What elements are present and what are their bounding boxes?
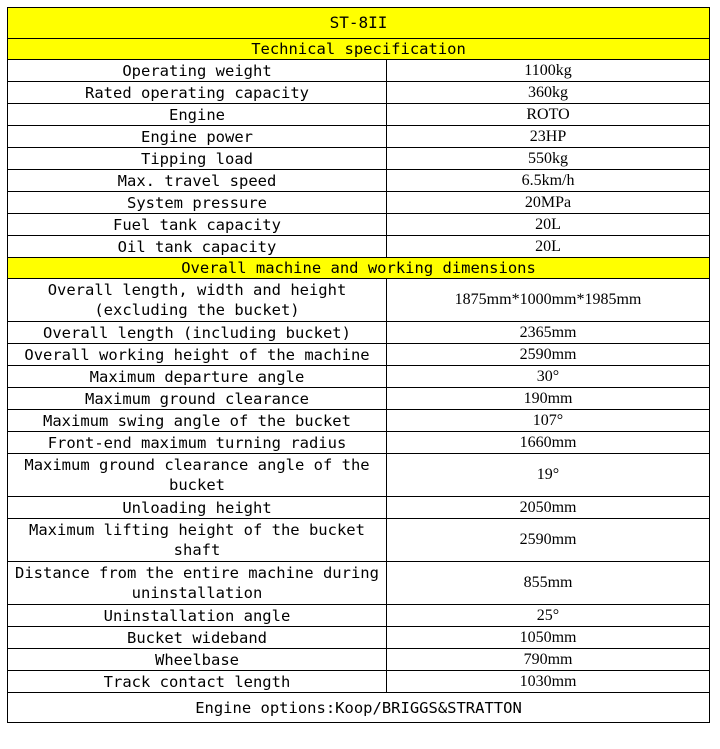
spec-row [8,388,710,410]
spec-row [8,322,710,344]
spec-label: Max. travel speed [8,170,387,192]
spec-row [8,60,710,82]
spec-label: Engine [8,104,387,126]
spec-row [8,192,710,214]
spec-value: 190mm [387,388,710,410]
spec-row [8,170,710,192]
model-title: ST-8II [8,8,710,39]
spec-label: Overall working height of the machine [8,344,387,366]
spec-value: 19° [387,454,710,497]
spec-value: 6.5km/h [387,170,710,192]
spec-label: Fuel tank capacity [8,214,387,236]
spec-row [8,104,710,126]
title-row [8,8,710,39]
spec-value: 360kg [387,82,710,104]
spec-value: 1875mm*1000mm*1985mm [387,279,710,322]
spec-label: Maximum swing angle of the bucket [8,410,387,432]
spec-value: 790mm [387,649,710,671]
spec-value: 25° [387,605,710,627]
spec-row [8,454,710,497]
spec-label: Tipping load [8,148,387,170]
spec-value: 2365mm [387,322,710,344]
spec-row [8,432,710,454]
spec-value: 855mm [387,562,710,605]
spec-label: Oil tank capacity [8,236,387,258]
spec-label: Maximum ground clearance angle of the bucket [8,454,387,497]
spec-label: Operating weight [8,60,387,82]
spec-label: Distance from the entire machine during uninstallation [8,562,387,605]
spec-value: 20L [387,236,710,258]
spec-label: Overall length, width and height (excluding the bucket) [8,279,387,322]
spec-label: Bucket wideband [8,627,387,649]
spec-row [8,605,710,627]
section-header-row [8,39,710,60]
spec-label: Unloading height [8,497,387,519]
spec-row [8,649,710,671]
spec-value: 2050mm [387,497,710,519]
spec-label: Wheelbase [8,649,387,671]
spec-sheet [7,7,710,723]
spec-row [8,344,710,366]
spec-row [8,366,710,388]
spec-row [8,279,710,322]
spec-value: 1660mm [387,432,710,454]
footer-row [8,693,710,723]
spec-value: 550kg [387,148,710,170]
spec-row [8,562,710,605]
spec-row [8,519,710,562]
spec-row [8,410,710,432]
spec-label: Uninstallation angle [8,605,387,627]
spec-value: 2590mm [387,519,710,562]
spec-value: ROTO [387,104,710,126]
spec-row [8,236,710,258]
spec-row [8,671,710,693]
spec-value: 107° [387,410,710,432]
spec-label: Maximum departure angle [8,366,387,388]
spec-value: 23HP [387,126,710,148]
spec-value: 20MPa [387,192,710,214]
spec-value: 20L [387,214,710,236]
spec-row [8,126,710,148]
spec-label: Engine power [8,126,387,148]
section-heading-dimensions: Overall machine and working dimensions [8,258,710,279]
section-header-row [8,258,710,279]
spec-label: Track contact length [8,671,387,693]
section-heading-technical: Technical specification [8,39,710,60]
spec-label: Rated operating capacity [8,82,387,104]
spec-value: 1050mm [387,627,710,649]
spec-row [8,627,710,649]
spec-label: Overall length (including bucket) [8,322,387,344]
spec-row [8,82,710,104]
spec-row [8,214,710,236]
spec-value: 1030mm [387,671,710,693]
spec-label: System pressure [8,192,387,214]
spec-label: Maximum lifting height of the bucket shaft [8,519,387,562]
spec-row [8,497,710,519]
spec-value: 1100kg [387,60,710,82]
spec-label: Maximum ground clearance [8,388,387,410]
engine-options-note: Engine options:Koop/BRIGGS&STRATTON [8,693,710,723]
spec-label: Front-end maximum turning radius [8,432,387,454]
spec-row [8,148,710,170]
spec-table [7,7,710,723]
spec-value: 30° [387,366,710,388]
spec-value: 2590mm [387,344,710,366]
